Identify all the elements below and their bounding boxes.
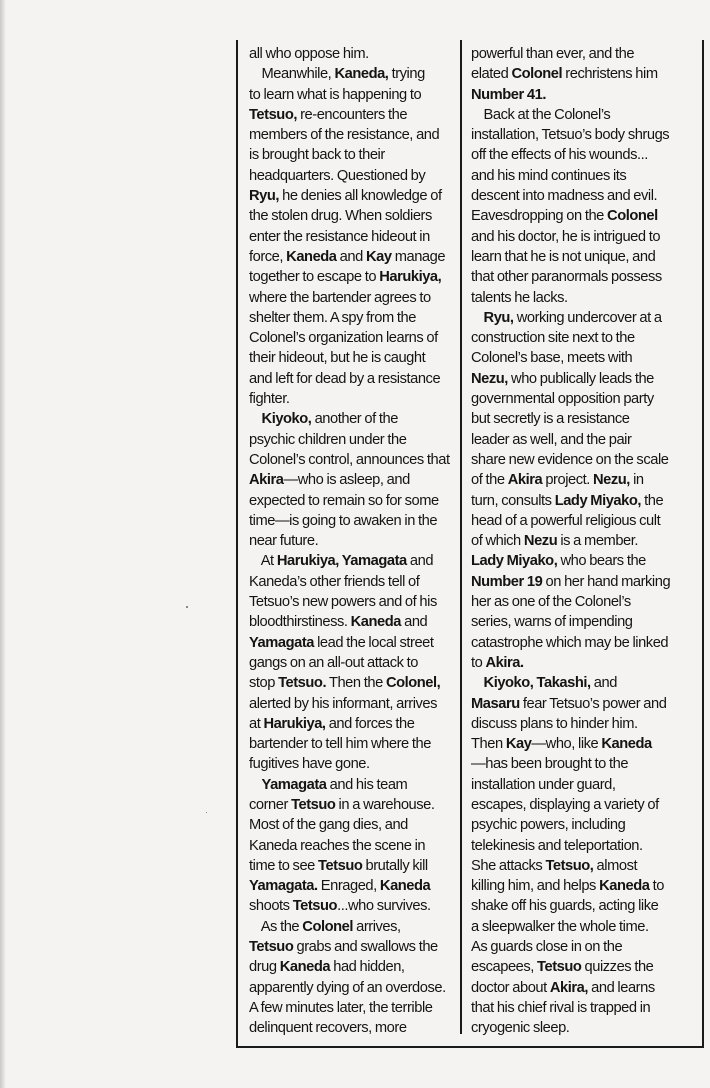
- column-divider: [460, 40, 462, 1034]
- text-line: [249, 470, 450, 490]
- text-line: [471, 592, 670, 612]
- bold-name: Tetsuo: [537, 959, 582, 976]
- text-line: [249, 714, 450, 734]
- text-line: [471, 917, 670, 937]
- text-line: [471, 328, 670, 348]
- text-run: bloodthirstiness.: [249, 614, 351, 631]
- text-run: head of a powerful religious cult: [471, 512, 661, 529]
- text-run: talents he lacks.: [471, 289, 568, 306]
- text-run: to: [649, 878, 664, 895]
- text-line: [249, 978, 450, 998]
- text-run: and learns: [588, 979, 655, 996]
- text-run: [471, 675, 484, 691]
- text-line: [249, 896, 450, 916]
- bold-name: Colonel: [607, 208, 658, 225]
- text-line: [249, 795, 450, 815]
- text-run: together to escape to: [249, 269, 380, 286]
- text-run: [249, 411, 262, 427]
- bold-name: Tetsuo: [292, 898, 338, 915]
- text-line: [471, 714, 670, 734]
- text-line: [471, 1018, 670, 1038]
- text-run: series, warns of impending: [471, 614, 633, 631]
- text-run: A few minutes later, the terrible: [249, 999, 433, 1016]
- text-run: re-encounters the: [296, 106, 408, 123]
- text-line: [471, 430, 670, 450]
- bold-name: Lady Miyako,: [554, 492, 642, 509]
- text-run: and left for dead by a resistance: [249, 370, 441, 387]
- text-line: [249, 430, 450, 450]
- text-line: [471, 125, 670, 145]
- text-run: and: [406, 553, 434, 570]
- text-run: fighter.: [249, 391, 290, 408]
- text-line: [249, 754, 450, 774]
- text-line: [471, 673, 670, 693]
- bold-name: Colonel: [302, 918, 353, 935]
- text-run: psychic powers, including: [471, 817, 626, 834]
- text-run: and: [590, 675, 617, 692]
- text-run: As guards close in on the: [471, 939, 623, 956]
- text-line: [249, 409, 450, 429]
- text-run: but secretly is a resistance: [471, 411, 630, 428]
- text-line: [471, 348, 670, 368]
- text-line: [249, 957, 450, 977]
- text-run: almost: [593, 857, 638, 874]
- bold-name: Kaneda: [379, 878, 431, 895]
- text-run: Then: [471, 736, 506, 753]
- bold-name: Akira.: [485, 654, 524, 671]
- text-line: [471, 450, 670, 470]
- text-line: [249, 694, 450, 714]
- text-line: [249, 44, 450, 64]
- text-line: [471, 288, 670, 308]
- bold-name: Tetsuo,: [249, 106, 297, 123]
- bold-name: Tetsuo: [249, 939, 294, 956]
- text-run: arrives,: [352, 918, 401, 935]
- text-run: descent into madness and evil.: [471, 188, 658, 205]
- text-run: shoots: [249, 898, 293, 915]
- text-run: the: [641, 492, 664, 509]
- bold-name: Harukiya, Yamagata: [276, 553, 407, 570]
- text-line: [249, 734, 450, 754]
- text-run: killing him, and helps: [471, 878, 600, 895]
- bold-name: Ryu,: [483, 309, 514, 326]
- text-line: [471, 369, 670, 389]
- text-run: time—is going to awaken in the: [249, 512, 438, 529]
- text-run: governmental opposition party: [471, 391, 654, 408]
- text-run: discuss plans to hinder him.: [471, 715, 638, 732]
- text-run: another of the: [311, 411, 398, 428]
- text-line: [471, 754, 670, 774]
- text-line: [471, 653, 670, 673]
- text-run: drug: [249, 959, 280, 976]
- text-line: [471, 247, 670, 267]
- text-run: their hideout, but he is caught: [249, 350, 426, 367]
- text-run: that other paranormals possess: [471, 269, 662, 286]
- text-run: share new evidence on the scale: [471, 451, 669, 468]
- text-run: rechristens him: [562, 66, 658, 83]
- text-line: [471, 145, 670, 165]
- bold-name: Tetsuo.: [278, 675, 327, 692]
- text-line: [471, 957, 670, 977]
- text-run: brutally kill: [362, 857, 428, 874]
- text-line: [471, 937, 670, 957]
- bold-name: Yamagata.: [249, 878, 318, 895]
- text-run: corner: [249, 796, 292, 813]
- text-line: [471, 409, 670, 429]
- text-run: fugitives have gone.: [249, 756, 370, 773]
- text-line: [249, 186, 450, 206]
- text-line: [471, 856, 670, 876]
- text-line: [471, 186, 670, 206]
- text-line: [249, 673, 450, 693]
- text-run: installation under guard,: [471, 776, 616, 793]
- text-line: [249, 1018, 450, 1038]
- text-run: and: [400, 614, 428, 631]
- text-run: off the effects of his wounds...: [471, 147, 648, 164]
- text-line: [249, 531, 450, 551]
- text-run: of the: [471, 472, 508, 489]
- text-run: alerted by his informant, arrives: [249, 695, 438, 712]
- text-line: [471, 531, 670, 551]
- text-run: powerful than ever, and the: [471, 46, 635, 62]
- text-run: working undercover at a: [513, 309, 662, 326]
- text-line: [249, 917, 450, 937]
- text-line: [249, 511, 450, 531]
- text-line: [249, 247, 450, 267]
- text-run: telekinesis and teleportation.: [471, 837, 643, 854]
- text-line: [249, 592, 450, 612]
- text-line: [249, 775, 450, 795]
- text-run: She attacks: [471, 857, 546, 874]
- text-run: construction site next to the: [471, 330, 635, 347]
- text-line: [249, 125, 450, 145]
- text-line: [471, 85, 670, 105]
- text-run: lead the local street: [313, 634, 434, 651]
- text-line: [471, 105, 670, 125]
- text-line: [471, 734, 670, 754]
- text-run: and: [336, 248, 366, 265]
- text-line: [249, 612, 450, 632]
- text-line: [471, 775, 670, 795]
- bold-name: Kaneda: [599, 878, 650, 895]
- text-run: time to see: [249, 857, 319, 874]
- bold-name: Colonel,: [385, 675, 441, 692]
- text-run: shake off his guards, acting like: [471, 898, 659, 915]
- text-line: [471, 836, 670, 856]
- text-line: [249, 267, 450, 287]
- text-run: and his team: [326, 776, 408, 793]
- text-line: [471, 308, 670, 328]
- bold-name: Akira,: [549, 979, 589, 996]
- text-line: [249, 348, 450, 368]
- text-run: Most of the gang dies, and: [249, 817, 408, 834]
- bold-name: Kaneda: [601, 736, 652, 753]
- text-run: to learn what is happening to: [249, 86, 422, 103]
- text-run: Kaneda’s other friends tell of: [249, 573, 420, 590]
- text-run: shelter them. A spy from the: [249, 309, 416, 326]
- text-line: [249, 653, 450, 673]
- text-line: [471, 633, 670, 653]
- text-run: Colonel’s organization learns of: [249, 330, 438, 347]
- text-run: Colonel’s base, meets with: [471, 350, 633, 367]
- text-run: Back at the Colonel’s: [471, 106, 611, 123]
- text-run: to: [471, 654, 486, 671]
- text-line: [249, 389, 450, 409]
- scan-speck: [206, 812, 207, 813]
- text-line: [249, 998, 450, 1018]
- text-run: in a warehouse.: [335, 796, 435, 813]
- text-line: [471, 795, 670, 815]
- text-line: [471, 998, 670, 1018]
- text-run: At: [249, 553, 277, 570]
- text-line: [249, 369, 450, 389]
- text-run: doctor about: [471, 979, 550, 996]
- bold-name: Colonel: [511, 66, 563, 83]
- text-line: [471, 64, 670, 84]
- text-run: Tetsuo’s new powers and of his: [249, 594, 437, 611]
- text-line: [249, 105, 450, 125]
- text-line: [471, 511, 670, 531]
- text-run: he denies all knowledge of: [279, 188, 442, 205]
- text-line: [471, 876, 670, 896]
- text-run: who publically leads the: [507, 370, 654, 387]
- text-run: turn, consults: [471, 492, 555, 509]
- bold-name: Kaneda: [279, 959, 331, 976]
- text-line: [249, 815, 450, 835]
- page-shadow-edge: [0, 0, 6, 1088]
- bold-name: Masaru: [471, 695, 520, 712]
- bold-name: Tetsuo,: [545, 857, 594, 874]
- text-run: leader as well, and the pair: [471, 431, 632, 448]
- text-run: headquarters. Questioned by: [249, 167, 426, 184]
- text-line: [249, 876, 450, 896]
- text-run: [249, 777, 262, 793]
- bold-name: Akira: [249, 472, 284, 489]
- article-column-left: [249, 44, 450, 1039]
- text-run: all who oppose him.: [249, 46, 369, 62]
- text-line: [249, 937, 450, 957]
- text-run: is a member.: [557, 533, 639, 550]
- text-line: [249, 206, 450, 226]
- text-line: [471, 44, 670, 64]
- text-run: cryogenic sleep.: [471, 1020, 570, 1037]
- text-line: [471, 612, 670, 632]
- bold-name: Nezu: [523, 533, 558, 550]
- text-run: apparently dying of an overdose.: [249, 979, 446, 996]
- text-line: [249, 856, 450, 876]
- text-run: [471, 310, 484, 326]
- text-run: quizzes the: [581, 959, 654, 976]
- text-run: project.: [542, 472, 594, 489]
- bold-name: Kay: [365, 248, 392, 265]
- text-run: that his chief rival is trapped in: [471, 999, 651, 1016]
- text-run: members of the resistance, and: [249, 127, 440, 144]
- bold-name: Yamagata: [249, 634, 314, 651]
- bold-name: Kaneda,: [334, 66, 389, 83]
- text-line: [249, 633, 450, 653]
- text-run: bartender to tell him where the: [249, 736, 431, 753]
- text-run: trying: [388, 66, 425, 83]
- bold-name: Number 19: [471, 573, 543, 590]
- text-run: —who is asleep, and: [283, 472, 410, 489]
- text-line: [471, 694, 670, 714]
- bold-name: Tetsuo: [318, 857, 363, 874]
- bold-name: Harukiya,: [379, 269, 442, 286]
- text-line: [471, 166, 670, 186]
- text-run: escapees,: [471, 959, 538, 976]
- text-line: [471, 896, 670, 916]
- text-run: in: [629, 472, 644, 489]
- text-line: [249, 85, 450, 105]
- text-run: —has been brought to the: [471, 756, 629, 773]
- text-run: is brought back to their: [249, 147, 385, 164]
- bold-name: Harukiya,: [263, 715, 326, 732]
- text-line: [249, 551, 450, 571]
- text-run: expected to remain so for some: [249, 492, 439, 509]
- text-run: manage: [391, 248, 446, 265]
- text-line: [249, 450, 450, 470]
- text-line: [249, 64, 450, 84]
- scan-speck: [186, 606, 188, 608]
- bold-name: Nezu,: [593, 472, 630, 489]
- text-run: escapes, displaying a variety of: [471, 796, 659, 813]
- text-line: [249, 328, 450, 348]
- text-run: fear Tetsuo’s power and: [519, 695, 667, 712]
- bold-name: Nezu,: [471, 370, 508, 387]
- text-run: at: [249, 715, 264, 732]
- bold-name: Kaneda: [286, 248, 337, 265]
- text-line: [471, 815, 670, 835]
- text-line: [471, 551, 670, 571]
- text-line: [249, 491, 450, 511]
- text-run: Kaneda reaches the scene in: [249, 837, 426, 854]
- text-run: delinquent recovers, more: [249, 1020, 407, 1037]
- text-run: force,: [249, 248, 287, 265]
- text-run: learn that he is not unique, and: [471, 248, 656, 265]
- text-run: had hidden,: [330, 959, 405, 976]
- text-line: [249, 572, 450, 592]
- text-run: ...who survives.: [337, 898, 431, 915]
- text-run: the stolen drug. When soldiers: [249, 208, 432, 225]
- bold-name: Ryu,: [249, 188, 280, 205]
- text-line: [249, 166, 450, 186]
- text-run: where the bartender agrees to: [249, 289, 431, 306]
- bold-name: Kiyoko, Takashi,: [483, 675, 591, 692]
- bold-name: Kiyoko,: [261, 411, 312, 428]
- text-line: [249, 308, 450, 328]
- text-line: [249, 288, 450, 308]
- text-line: [471, 227, 670, 247]
- text-run: who bears the: [557, 553, 646, 570]
- text-run: Eavesdropping on the: [471, 208, 608, 225]
- text-line: [249, 836, 450, 856]
- text-run: Colonel’s control, announces that: [249, 451, 450, 468]
- article-column-right: [471, 44, 670, 1039]
- text-run: As the: [249, 918, 303, 935]
- text-run: of which: [471, 533, 524, 550]
- text-run: —who, like: [531, 736, 602, 753]
- text-run: grabs and swallows the: [293, 939, 438, 956]
- text-line: [471, 572, 670, 592]
- text-line: [249, 145, 450, 165]
- text-run: catastrophe which may be linked: [471, 634, 669, 651]
- text-run: on her hand marking: [542, 573, 671, 590]
- text-run: Meanwhile,: [249, 66, 335, 83]
- text-run: elated: [471, 66, 512, 83]
- text-line: [471, 491, 670, 511]
- bold-name: Number 41.: [471, 86, 546, 103]
- text-run: Enraged,: [317, 878, 380, 895]
- bold-name: Lady Miyako,: [471, 553, 558, 570]
- bold-name: Yamagata: [261, 776, 327, 793]
- text-run: gangs on an all-out attack to: [249, 654, 418, 671]
- text-run: psychic children under the: [249, 431, 407, 448]
- text-run: a sleepwalker the whole time.: [471, 918, 649, 935]
- text-line: [471, 206, 670, 226]
- text-run: her as one of the Colonel’s: [471, 594, 631, 611]
- text-run: and forces the: [325, 715, 415, 732]
- text-run: and his doctor, he is intrigued to: [471, 228, 661, 245]
- text-line: [471, 470, 670, 490]
- text-run: and his mind continues its: [471, 167, 627, 184]
- bold-name: Akira: [507, 472, 543, 489]
- text-run: enter the resistance hideout in: [249, 228, 430, 245]
- text-run: stop: [249, 675, 279, 692]
- text-run: Then the: [326, 675, 386, 692]
- bold-name: Kaneda: [350, 614, 401, 631]
- text-run: near future.: [249, 533, 319, 550]
- text-line: [471, 267, 670, 287]
- bold-name: Kay: [505, 736, 532, 753]
- text-line: [471, 389, 670, 409]
- text-line: [249, 227, 450, 247]
- text-line: [471, 978, 670, 998]
- bold-name: Tetsuo: [291, 796, 336, 813]
- text-run: installation, Tetsuo’s body shrugs: [471, 127, 670, 144]
